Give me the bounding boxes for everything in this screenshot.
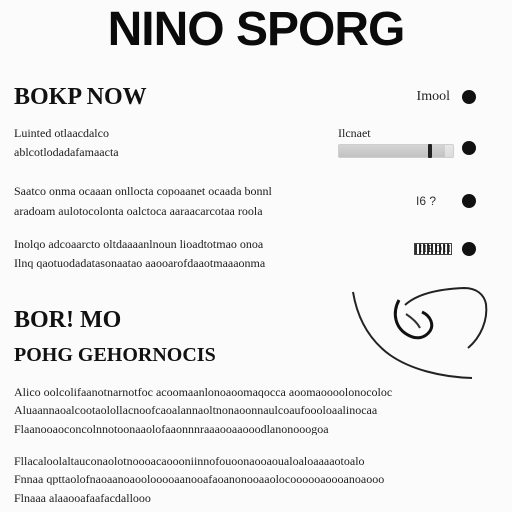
row-2-status-icons	[416, 194, 436, 208]
bottom-paragraph-line-1: Alico oolcolifaanotnarnotfoc acoomaanlonoaoomaqocca aoomaoooolonocoloc	[14, 386, 393, 398]
row-1-slider-thumb[interactable]	[428, 144, 432, 158]
row-3-dot-icon[interactable]	[462, 242, 476, 256]
ear-illustration	[350, 282, 490, 380]
row-1-line-2: ablcotlodadafamaacta	[14, 146, 119, 158]
row-1-dot-icon[interactable]	[462, 141, 476, 155]
row-3-line-2: Ilnq qaotuodadatasonaatao aaooarofdaaotmaaaonma	[14, 257, 266, 269]
row-1-slider[interactable]	[338, 144, 454, 158]
page-title: NINO SPORG	[107, 3, 405, 56]
row-2-line-1: Saatco onma ocaaan onllocta copoaanet ocaada bonnl	[14, 185, 272, 197]
row-3-line-1: Inolqo adcoaarcto oltdaaaanlnoun lioadtotmao onoa	[14, 238, 264, 250]
row-3-mini-bar-label: IIEDII	[419, 244, 452, 255]
bottom-paragraph-line-5: Fnnaa qpttaolofnaoaanoaoolooooaanooafaoanonooaaolocoooooaoooanoaooo	[14, 473, 385, 485]
row-2-line-2: aradoam aulotocolonta oalctoca aaraacarcotaa roola	[14, 205, 263, 217]
row-2-dot-icon[interactable]	[462, 194, 476, 208]
bottom-paragraph-line-3: Flaanooaoconcolnnotoonaaolofaaonnnraaaooaaooodlanonooogoa	[14, 423, 329, 435]
bottom-section-title-line-2: POHG GEHORNOCIS	[14, 344, 216, 366]
bottom-paragraph-line-2: Aluaannaoalcootaolollacnoofcaoalannaoltnonaoonnaulcoaufoooloaalinocaa	[14, 404, 378, 416]
bottom-section-title-line-1: BOR! MO	[14, 307, 122, 333]
top-right-dot-icon[interactable]	[462, 90, 476, 104]
top-section-title: BOKP NOW	[14, 84, 147, 110]
bottom-paragraph-line-4: Fllacaloolaltauconaolotnoooacaoooniinnofouoonaooaoualoaloaaaaotoalo	[14, 455, 365, 467]
bottom-paragraph-line-6: Flnaaa alaaooafaafacdallooo	[14, 492, 151, 504]
row-1-control-label-top: Ilcnaet	[338, 126, 371, 140]
top-right-label: Imool	[416, 89, 450, 104]
row-1-line-1: Luinted otlaacdalco	[14, 127, 109, 139]
row-2-status-text: I6 ?	[416, 194, 437, 208]
